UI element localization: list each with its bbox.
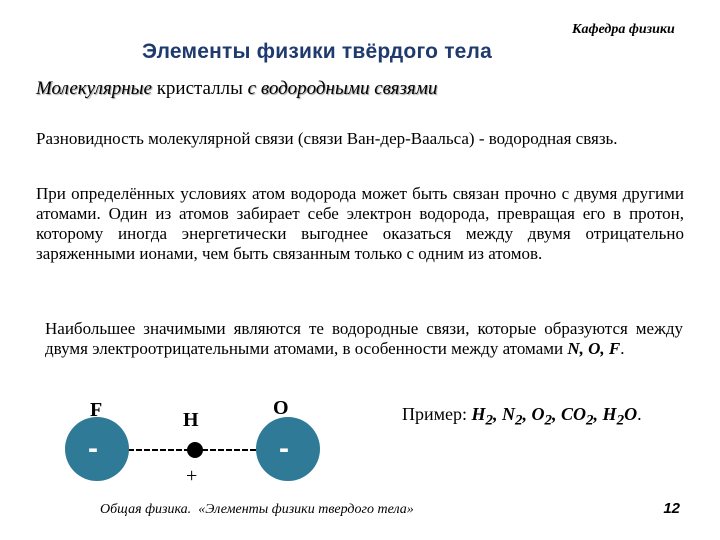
paragraph-bond-type: Разновидность молекулярной связи (связи Ван-дер-Ваальса) - водородная связь. [36,129,618,148]
paragraph-significant-bonds [45,319,683,359]
example-line [402,404,642,430]
paragraph-hydrogen-bond: При определённых условиях атом водорода может быть связан прочно с двумя другими атомами. Один из атомов забирает себе электрон водорода, превращая его в протон, которому иногда энергетически выгоднее оказаться между двумя отрицательно заряженными ионами, чем быть связанным только с одним из атомов. [36,184,684,263]
p3-end: . [620,339,625,358]
p3-atoms: N, O, F [567,339,621,358]
example-label: Пример: [402,404,468,424]
department-label: Кафедра физики [572,22,675,37]
subtitle-middle: кристаллы [156,78,243,99]
charge-minus-left: - [88,432,98,465]
label-h: H [183,409,199,431]
label-f: F [90,399,103,421]
slide-title: Элементы физики твёрдого тела [142,40,492,63]
hydrogen-proton [187,442,203,458]
slide-subtitle [36,78,437,100]
charge-plus: + [186,465,198,487]
page-number: 12 [663,500,680,517]
subtitle-prefix: Молекулярные [36,78,157,99]
example-formulas: $H_2$, $N_2$, $O_2$, $CO_2$, $H_2O$ [471,404,638,429]
subtitle-suffix: с водородными связями [242,78,438,99]
footer-topic: «Элементы физики твердого тела» [198,502,414,517]
footer-course [100,502,414,518]
example-end: . [637,404,642,424]
hydrogen-bond-diagram [0,392,400,492]
p3-text: Наибольшее значимыми являются те водородные связи, которые образуются между двумя электроотрицательными атомами, в особенности между атомами [45,319,683,358]
footer-course-name: Общая физика. [100,502,192,517]
charge-minus-right: - [279,432,289,465]
label-o: O [273,397,289,419]
